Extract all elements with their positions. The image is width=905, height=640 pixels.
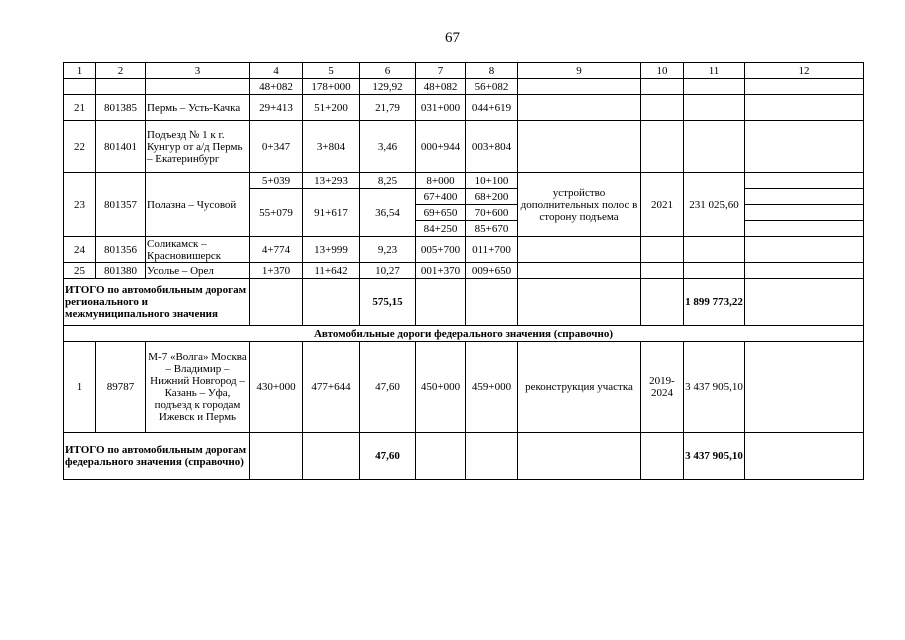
cell: 801385 (96, 95, 146, 121)
col-header: 9 (518, 63, 641, 79)
cell: 36,54 (360, 189, 416, 237)
cell: 031+000 (416, 95, 466, 121)
table-row (64, 79, 864, 95)
col-header: 3 (146, 63, 250, 79)
total-sum: 3 437 905,10 (684, 433, 745, 480)
cell: 1+370 (250, 263, 303, 279)
cell: 22 (64, 121, 96, 173)
cell: 801357 (96, 173, 146, 237)
col-header: 12 (745, 63, 864, 79)
cell: 178+000 (303, 79, 360, 95)
table-row (64, 263, 864, 279)
cell: 231 025,60 (684, 173, 745, 237)
cell: 2019-2024 (641, 342, 684, 433)
cell: 044+619 (466, 95, 518, 121)
cell: 70+600 (466, 205, 518, 221)
total-length: 575,15 (360, 279, 416, 326)
cell: 47,60 (360, 342, 416, 433)
road-name: Полазна – Чусовой (146, 173, 250, 237)
roads-table (63, 62, 864, 480)
col-header: 2 (96, 63, 146, 79)
cell: 10,27 (360, 263, 416, 279)
cell: 48+082 (250, 79, 303, 95)
cell: 801356 (96, 237, 146, 263)
cell: 13+293 (303, 173, 360, 189)
cell: 1 (64, 342, 96, 433)
table-row (64, 173, 864, 189)
cell: 24 (64, 237, 96, 263)
cell: 69+650 (416, 205, 466, 221)
cell: 3+804 (303, 121, 360, 173)
total-row (64, 433, 864, 480)
total-label: ИТОГО по автомобильным дорогам регионального и межмуниципального значения (64, 279, 250, 326)
col-header: 1 (64, 63, 96, 79)
total-label: ИТОГО по автомобильным дорогам федерального значения (справочно) (64, 433, 250, 480)
cell: 430+000 (250, 342, 303, 433)
road-name: Подъезд № 1 к г. Кунгур от а/д Пермь – Екатеринбург (146, 121, 250, 173)
cell: 3,46 (360, 121, 416, 173)
col-header: 6 (360, 63, 416, 79)
cell: 5+039 (250, 173, 303, 189)
cell: 21,79 (360, 95, 416, 121)
header-row (64, 63, 864, 79)
cell: 29+413 (250, 95, 303, 121)
col-header: 8 (466, 63, 518, 79)
cell: 4+774 (250, 237, 303, 263)
cell: 450+000 (416, 342, 466, 433)
cell: 9,23 (360, 237, 416, 263)
col-header: 5 (303, 63, 360, 79)
cell: 8+000 (416, 173, 466, 189)
total-sum: 1 899 773,22 (684, 279, 745, 326)
section-heading-row (64, 326, 864, 342)
cell: 003+804 (466, 121, 518, 173)
cell: 91+617 (303, 189, 360, 237)
cell: 459+000 (466, 342, 518, 433)
cell: 51+200 (303, 95, 360, 121)
cell: 0+347 (250, 121, 303, 173)
col-header: 7 (416, 63, 466, 79)
cell: 68+200 (466, 189, 518, 205)
work-type: устройство дополнительных полос в сторону подъема (518, 173, 641, 237)
cell: 3 437 905,10 (684, 342, 745, 433)
section-heading: Автомобильные дороги федерального значения (справочно) (64, 326, 864, 342)
cell: 85+670 (466, 221, 518, 237)
cell: 801401 (96, 121, 146, 173)
cell: 009+650 (466, 263, 518, 279)
road-name: Усолье – Орел (146, 263, 250, 279)
cell: 10+100 (466, 173, 518, 189)
cell: 001+370 (416, 263, 466, 279)
cell: 011+700 (466, 237, 518, 263)
cell: 48+082 (416, 79, 466, 95)
col-header: 10 (641, 63, 684, 79)
table-row (64, 95, 864, 121)
work-type: реконструкция участка (518, 342, 641, 433)
cell: 56+082 (466, 79, 518, 95)
road-name: Соликамск – Красновишерск (146, 237, 250, 263)
cell: 2021 (641, 173, 684, 237)
table-row (64, 342, 864, 433)
table-row (64, 121, 864, 173)
cell: 005+700 (416, 237, 466, 263)
table-row (64, 237, 864, 263)
col-header: 11 (684, 63, 745, 79)
cell: 129,92 (360, 79, 416, 95)
cell: 8,25 (360, 173, 416, 189)
total-length: 47,60 (360, 433, 416, 480)
cell: 67+400 (416, 189, 466, 205)
cell: 89787 (96, 342, 146, 433)
cell: 801380 (96, 263, 146, 279)
cell: 11+642 (303, 263, 360, 279)
cell: 23 (64, 173, 96, 237)
cell: 477+644 (303, 342, 360, 433)
col-header: 4 (250, 63, 303, 79)
cell: 25 (64, 263, 96, 279)
total-row (64, 279, 864, 326)
cell: 000+944 (416, 121, 466, 173)
cell: 13+999 (303, 237, 360, 263)
road-name: Пермь – Усть-Качка (146, 95, 250, 121)
page-number: 67 (445, 30, 460, 46)
cell: 84+250 (416, 221, 466, 237)
cell: 21 (64, 95, 96, 121)
cell: 55+079 (250, 189, 303, 237)
road-name: М-7 «Волга» Москва – Владимир – Нижний Новгород – Казань – Уфа, подъезд к городам Ижевск и Пермь (146, 342, 250, 433)
